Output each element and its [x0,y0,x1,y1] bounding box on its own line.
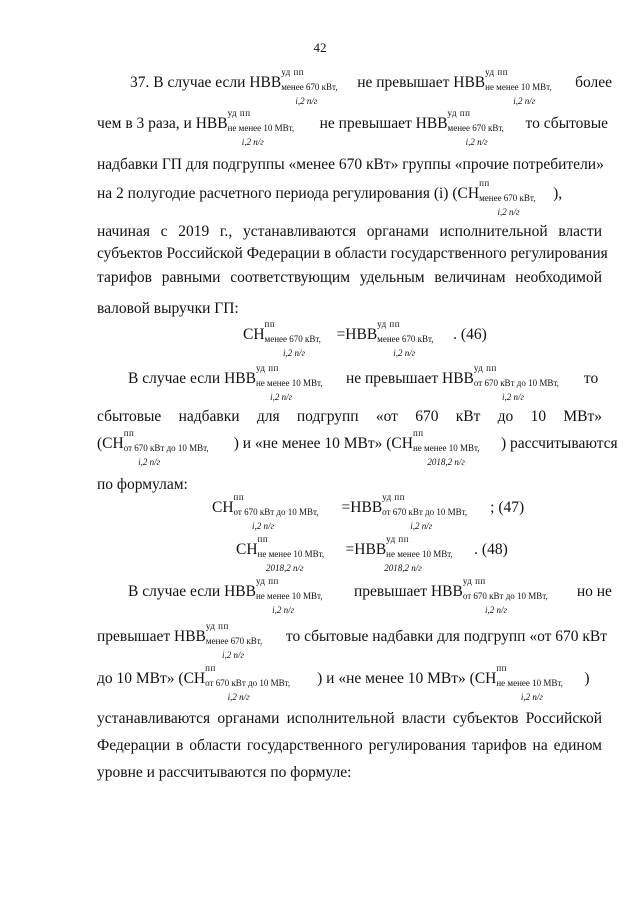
sn-670-10: СН пп от 670 кВт до 10 МВт, i,2 п/г [212,492,319,531]
p1-line-2: чем в 3 раза, и НВВ уд пп не менее 10 МВт, i,2 п/г не превышает НВВ уд пп менее 670 кВт, i,2 п/г то сбытовые [97,108,609,147]
p1-line-1: 37. В случае если НВВ уд пп менее 670 кВт, i,2 п/г не превышает НВВ уд пп не менее 10 МВт, i,2 п/г более [130,67,613,106]
p3-line-1: В случае если НВВ уд пп не менее 10 МВт, i,2 п/г превышает НВВ уд пп от 670 кВт до 10 МВт, i,2 п/г но не [128,576,612,615]
p1-line-5: начиная с 2019 г., устанавливаются органами исполнительной власти [97,223,602,240]
p3-line-4: устанавливаются органами исполнительной власти субъектов Российской [97,710,602,727]
nvv-less670: НВВ уд пп менее 670 кВт, i,2 п/г [174,621,263,660]
p3-line-3: до 10 МВт» (СН пп от 670 кВт до 10 МВт, i,2 п/г ) и «не менее 10 МВт» (СН пп не менее 10 МВт, i,2 п/г ) [97,663,590,702]
nvv-notless10: НВВ уд пп не менее 10 МВт, i,2 п/г [453,67,552,106]
nvv-less670: НВВ уд пп менее 670 кВт, i,2 п/г [415,108,504,147]
sn-notless10: СН пп не менее 10 МВт, 2018,2 п/г [391,428,480,467]
sn-670-10: СН пп от 670 кВт до 10 МВт, i,2 п/г [102,428,209,467]
p3-line-6: уровне и рассчитываются по формуле: [97,764,352,781]
p2-line-3: (СН пп от 670 кВт до 10 МВт, i,2 п/г ) и «не менее 10 МВт» (СН пп не менее 10 МВт, 2018,2 п/г ) рассчитываются [97,428,618,467]
sn-less670: СН пп менее 670 кВт, i,2 п/г [457,178,536,217]
sn-670-10: СН пп от 670 кВт до 10 МВт, i,2 п/г [183,663,291,702]
p1-line-3: надбавки ГП для подгруппы «менее 670 кВт» группы «прочие потребители» [97,156,604,173]
p3-line-2: превышает НВВ уд пп менее 670 кВт, i,2 п/г то сбытовые надбавки для подгрупп «от 670 кВт [97,621,608,660]
p2-line-2: сбытовые надбавки для подгрупп «от 670 кВт до 10 МВт» [97,408,602,425]
formula-47: СН пп от 670 кВт до 10 МВт, i,2 п/г =НВВ уд пп от 670 кВт до 10 МВт, i,2 п/г ; (47) [212,492,525,531]
nvv-notless10: НВВ уд пп не менее 10 МВт, i,2 п/г [224,576,323,615]
nvv-670-10: НВВ уд пп от 670 кВт до 10 МВт, i,2 п/г [430,576,548,615]
nvv-notless10: НВВ уд пп не менее 10 МВт, i,2 п/г [224,363,323,402]
p1-line-6: субъектов Российской Федерации в области государственного регулирования [97,245,608,262]
nvv-notless10: НВВ уд пп не менее 10 МВт, i,2 п/г [195,108,295,147]
p2-line-4: по формулам: [97,476,188,493]
p1-line-8: валовой выручки ГП: [97,300,239,317]
sn-notless10: СН пп не менее 10 МВт, 2018,2 п/г [236,534,325,573]
page-number: 42 [313,40,327,55]
nvv-less670: НВВ уд пп менее 670 кВт, i,2 п/г [345,319,434,358]
nvv-670-10: НВВ уд пп от 670 кВт до 10 МВт, i,2 п/г [442,363,559,402]
sn-notless10: СН пп не менее 10 МВт, i,2 п/г [474,663,563,702]
formula-48: СН пп не менее 10 МВт, 2018,2 п/г =НВВ уд пп не менее 10 МВт, 2018,2 п/г . (48) [236,534,508,573]
p3-line-5: Федерации в области государственного регулирования тарифов на едином [97,737,602,754]
formula-46: СН пп менее 670 кВт, i,2 п/г =НВВ уд пп менее 670 кВт, i,2 п/г . (46) [243,319,487,358]
sn-less670: СН пп менее 670 кВт, i,2 п/г [243,319,321,358]
nvv-less670: НВВ уд пп менее 670 кВт, i,2 п/г [249,67,338,106]
p1-line-7: тарифов равными соответствующим удельным величинам необходимой [97,269,602,286]
nvv-670-10: НВВ уд пп от 670 кВт до 10 МВт, i,2 п/г [350,492,468,531]
p1-line-4: на 2 полугодие расчетного периода регулирования (i) (СН пп менее 670 кВт, i,2 п/г ), [97,178,563,217]
nvv-notless10: НВВ уд пп не менее 10 МВт, 2018,2 п/г [354,534,453,573]
p2-line-1: В случае если НВВ уд пп не менее 10 МВт, i,2 п/г не превышает НВВ уд пп от 670 кВт до 10 МВт, i,2 п/г то [128,363,599,402]
